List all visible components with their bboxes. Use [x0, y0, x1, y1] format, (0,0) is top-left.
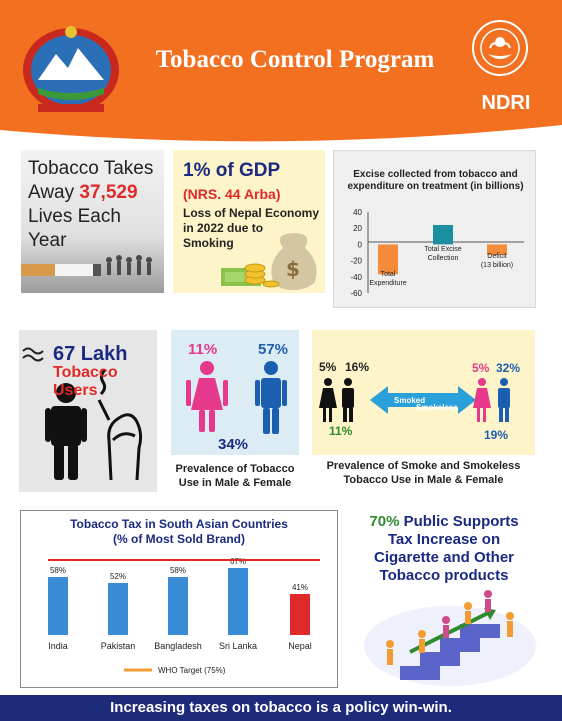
tax-category-label: Bangladesh	[154, 641, 202, 651]
excise-label-excise-1: Total Excise	[424, 246, 462, 253]
tax-bar-india	[48, 577, 68, 635]
tax-bar-nepal	[290, 594, 310, 635]
excise-label-deficit-1: Deficit	[487, 253, 507, 260]
tax-category-label: India	[48, 641, 68, 651]
smoked-male-pct: 16%	[345, 360, 370, 374]
excise-tick-label: -40	[350, 272, 362, 282]
tax-bar-sri-lanka	[228, 568, 248, 635]
smoke-wave-icon	[23, 349, 43, 354]
lives-prefix: Away	[28, 182, 75, 203]
lives-line-2	[28, 182, 138, 204]
gender-caption-1: Prevalence of Tobacco	[175, 463, 295, 475]
support-pct: 70%	[369, 513, 400, 530]
support-line-3: Cigarette and Other	[373, 549, 515, 566]
gdp-panel	[173, 150, 325, 293]
smoked-female-pct: 5%	[319, 360, 337, 374]
smoked-total-pct: 11%	[329, 424, 353, 438]
excise-tick-label: -60	[350, 289, 362, 298]
gdp-amount: (NRS. 44 Arba)	[183, 186, 281, 202]
tax-value-label: 58%	[169, 566, 187, 575]
excise-label-excise-2: Collection	[427, 255, 459, 262]
excise-tick-label: 0	[357, 240, 362, 250]
footer-banner: Increasing taxes on tobacco is a policy win-win.	[0, 695, 562, 721]
smokeless-female-pct: 5%	[472, 361, 490, 375]
excise-bar-total-excise	[433, 225, 453, 244]
gdp-desc-3: Smoking	[183, 236, 234, 250]
smoke-caption	[312, 459, 535, 487]
page-title: Tobacco Control Program	[155, 46, 435, 73]
users-panel	[19, 330, 157, 492]
support-line-4: Tobacco products	[379, 567, 509, 584]
excise-label-expenditure-1: Total	[380, 271, 396, 278]
gender-caption-2: Use in Male & Female	[178, 477, 292, 489]
svg-text:$: $	[286, 257, 300, 281]
smokeless-total-pct: 19%	[484, 428, 509, 442]
arrow-label-smoked: Smoked	[394, 396, 426, 405]
users-number: 67 Lakh	[53, 343, 128, 365]
users-label: Tobacco Users	[53, 364, 118, 399]
gdp-desc-2: in 2022 due to	[183, 221, 264, 235]
female-pct: 11%	[188, 341, 218, 358]
lives-line-3: Lives Each	[28, 206, 121, 227]
tax-value-label: 41%	[291, 583, 309, 592]
support-text	[346, 513, 542, 585]
tax-title-line-1: Tobacco Tax in South Asian Countries	[70, 517, 288, 531]
excise-label-deficit-2: (13 billion)	[480, 262, 514, 269]
female-icon	[186, 361, 228, 432]
tax-category-label: Pakistan	[100, 641, 136, 651]
tax-bar-bangladesh	[168, 577, 188, 635]
tax-chart	[20, 510, 338, 688]
gdp-headline: 1% of GDP	[183, 160, 281, 181]
smokeless-people-icon	[473, 378, 510, 422]
nepal-emblem-icon	[16, 18, 126, 118]
overall-pct: 34%	[218, 436, 249, 453]
excise-chart	[334, 151, 537, 309]
support-line-1	[346, 513, 542, 531]
excise-tick-label: 40	[353, 208, 362, 217]
lives-number: 37,529	[79, 182, 138, 203]
lives-panel	[21, 150, 164, 293]
excise-label-expenditure-2: Expenditure	[369, 280, 407, 287]
tax-value-label: 67%	[229, 557, 247, 566]
tax-value-label: 52%	[109, 572, 127, 581]
ndri-label: NDRI	[481, 92, 531, 114]
male-pct: 57%	[258, 341, 289, 358]
support-line-1-text: Public Supports	[403, 513, 519, 530]
teamwork-stairs-icon	[360, 582, 540, 688]
tax-category-label: Sri Lanka	[218, 641, 258, 651]
excise-panel	[333, 150, 536, 308]
excise-tick-label: 20	[353, 224, 362, 234]
excise-title-line-1: Excise collected from tobacco and	[353, 169, 518, 180]
smoked-people-icon	[319, 378, 354, 422]
smoke-caption-1: Prevalence of Smoke and Smokeless	[326, 460, 521, 472]
male-icon	[255, 361, 287, 434]
excise-tick-label: -20	[350, 256, 362, 266]
money-bag-icon	[221, 228, 321, 292]
gender-caption	[171, 462, 299, 490]
tax-value-label: 58%	[49, 566, 67, 575]
lives-line-1: Tobacco Takes	[28, 158, 154, 179]
arrow-label-smokeless: Smokeless	[416, 403, 458, 412]
tax-title-line-2: (% of Most Sold Brand)	[113, 532, 245, 546]
smoke-caption-2: Tobacco Use in Male & Female	[343, 474, 504, 486]
gdp-desc-1: Loss of Nepal Economy	[183, 206, 320, 220]
excise-title-line-2: expenditure on treatment (in billions)	[347, 181, 524, 192]
legend-label: WHO Target (75%)	[158, 666, 226, 675]
tax-category-label: Nepal	[288, 641, 312, 651]
lives-line-4: Year	[28, 230, 67, 251]
excise-bar-total-expenditure	[378, 244, 398, 274]
smokeless-male-pct: 32%	[496, 361, 521, 375]
cigarette-icon	[21, 242, 164, 293]
ndri-logo-icon	[460, 18, 540, 78]
tax-bar-pakistan	[108, 583, 128, 635]
support-line-2: Tax Increase on	[387, 531, 501, 548]
